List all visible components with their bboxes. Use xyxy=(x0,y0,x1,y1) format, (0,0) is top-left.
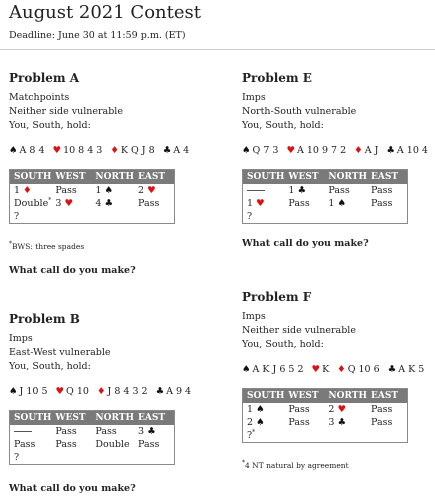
auction-header: NORTH xyxy=(91,411,134,426)
auction-call: Pass xyxy=(95,426,117,437)
hearts-holding: K xyxy=(322,364,330,375)
hearts-holding: 10 8 4 3 xyxy=(63,145,103,156)
suit-icon: ♣ xyxy=(147,426,156,437)
auction-call: 1 ♠ xyxy=(328,198,346,209)
auction-call xyxy=(134,210,175,224)
auction-header: EAST xyxy=(367,389,408,404)
diamond-icon: ♦ xyxy=(110,145,119,156)
vulnerability: Neither side vulnerable xyxy=(242,325,356,336)
page-title: August 2021 Contest xyxy=(9,2,201,23)
auction-header: WEST xyxy=(284,170,324,185)
auction-header: NORTH xyxy=(91,170,134,185)
auction-call: 4 ♣ xyxy=(95,198,113,209)
clubs-holding: A 4 xyxy=(173,145,190,156)
auction-header: NORTH xyxy=(324,170,367,185)
auction-row xyxy=(243,429,408,443)
auction-call xyxy=(367,429,408,443)
auction-table xyxy=(9,410,175,465)
holding-intro: You, South, hold: xyxy=(9,361,91,372)
hearts-holding: Q 10 xyxy=(66,386,89,397)
suit-icon: ♠ xyxy=(104,185,113,196)
auction-call: Pass xyxy=(55,439,77,450)
suit-icon: ♣ xyxy=(337,417,346,428)
auction-call: Pass xyxy=(370,404,393,415)
diamonds-holding: J 8 4 3 2 xyxy=(107,386,148,397)
auction-header-row xyxy=(243,389,408,404)
hand xyxy=(242,145,435,156)
diamond-icon: ♦ xyxy=(337,364,346,375)
diamond-icon: ♦ xyxy=(96,386,106,397)
auction-call: 1 ♠ xyxy=(247,404,265,415)
auction-call: Pass xyxy=(328,185,350,196)
question: What call do you make? xyxy=(9,265,136,276)
auction-call: Pass xyxy=(370,417,393,428)
problem-e xyxy=(242,71,435,249)
auction-header: SOUTH xyxy=(243,170,285,185)
scoring: Matchpoints xyxy=(9,92,70,103)
holding-intro: You, South, hold: xyxy=(242,120,324,131)
auction-call xyxy=(91,210,134,224)
hand xyxy=(9,145,209,156)
spade-icon: ♠ xyxy=(242,145,251,156)
auction-call xyxy=(51,210,91,224)
auction-call: Pass xyxy=(14,439,36,450)
vulnerability: North-South vulnerable xyxy=(242,106,357,117)
auction-header: NORTH xyxy=(324,389,367,404)
auction-table xyxy=(9,169,175,224)
auction-call: Pass xyxy=(288,198,310,209)
auction-header: WEST xyxy=(284,389,324,404)
auction-header: SOUTH xyxy=(243,389,285,404)
divider xyxy=(0,49,435,50)
deadline: Deadline: June 30 at 11:59 p.m. (ET) xyxy=(9,30,186,41)
auction-row xyxy=(243,210,408,224)
footnote: *BWS: three spades xyxy=(9,240,85,251)
auction-header: EAST xyxy=(134,170,175,185)
suit-icon: ♠ xyxy=(337,198,346,209)
scoring: Imps xyxy=(242,311,266,322)
auction-call xyxy=(91,451,134,465)
hearts-holding: A 10 9 7 2 xyxy=(296,145,347,156)
spades-holding: Q 7 3 xyxy=(252,145,279,156)
auction-header: SOUTH xyxy=(10,170,52,185)
no-call-dash xyxy=(14,431,32,432)
auction-call: 2 ♥ xyxy=(328,404,346,415)
auction-call xyxy=(324,429,367,443)
suit-icon: ♥ xyxy=(64,198,73,209)
auction-call: Pass xyxy=(137,439,160,450)
auction-call: Pass xyxy=(288,404,310,415)
auction-header: EAST xyxy=(134,411,175,426)
auction-header-row xyxy=(10,411,175,426)
auction-call: Double* xyxy=(14,196,52,209)
auction-call xyxy=(10,425,52,438)
auction-header: EAST xyxy=(367,170,408,185)
suit-icon: ♠ xyxy=(256,417,265,428)
auction-call: Pass xyxy=(55,426,77,437)
auction-call: Double xyxy=(95,439,130,450)
problem-f xyxy=(242,290,435,470)
problem-title: Problem B xyxy=(9,312,80,326)
auction-row xyxy=(10,438,175,451)
problem-title: Problem F xyxy=(242,290,312,304)
auction-header-row xyxy=(243,170,408,185)
auction-call xyxy=(134,451,175,465)
clubs-holding: A 9 4 xyxy=(166,386,192,397)
diamonds-holding: A J xyxy=(364,145,379,156)
auction-call: Pass xyxy=(370,198,393,209)
heart-icon: ♥ xyxy=(55,386,65,397)
spade-icon: ♠ xyxy=(9,145,18,156)
auction-call: 3 ♣ xyxy=(137,426,156,437)
auction-row xyxy=(10,210,175,224)
problem-title: Problem A xyxy=(9,71,80,85)
footnote: *4 NT natural by agreement xyxy=(242,459,349,470)
club-icon: ♣ xyxy=(155,386,165,397)
spade-icon: ♠ xyxy=(9,386,18,397)
club-icon: ♣ xyxy=(162,145,172,156)
auction-call: 2 ♠ xyxy=(247,417,265,428)
auction-table xyxy=(242,388,408,443)
spades-holding: A 8 4 xyxy=(19,145,45,156)
heart-icon: ♥ xyxy=(286,145,295,156)
auction-row xyxy=(243,416,408,429)
auction-row xyxy=(243,403,408,416)
vulnerability: East-West vulnerable xyxy=(9,347,111,358)
problem-a xyxy=(9,71,209,276)
problem-b xyxy=(9,312,209,494)
auction-call: 1 ♦ xyxy=(14,185,32,196)
auction-call: 3 ♣ xyxy=(328,417,346,428)
club-icon: ♣ xyxy=(386,145,395,156)
club-icon: ♣ xyxy=(387,364,397,375)
heart-icon: ♥ xyxy=(52,145,62,156)
suit-icon: ♥ xyxy=(147,185,156,196)
vulnerability: Neither side vulnerable xyxy=(9,106,123,117)
auction-call: 1 ♠ xyxy=(95,185,113,196)
suit-icon: ♦ xyxy=(23,185,32,196)
auction-header: WEST xyxy=(51,170,91,185)
auction-call: 1 ♣ xyxy=(288,185,306,196)
question: What call do you make? xyxy=(9,483,136,494)
heart-icon: ♥ xyxy=(311,364,321,375)
auction-row xyxy=(10,184,175,197)
auction-call: ?* xyxy=(247,428,256,441)
auction-call: Pass xyxy=(55,185,77,196)
suit-icon: ♣ xyxy=(297,185,306,196)
spades-holding: J 10 5 xyxy=(19,386,48,397)
auction-call: Pass xyxy=(137,198,160,209)
clubs-holding: A K 5 xyxy=(398,364,425,375)
suit-icon: ♠ xyxy=(256,404,265,415)
problem-title: Problem E xyxy=(242,71,312,85)
suit-icon: ♣ xyxy=(104,198,113,209)
auction-call xyxy=(284,429,324,443)
holding-intro: You, South, hold: xyxy=(9,120,91,131)
auction-table xyxy=(242,169,408,224)
auction-row xyxy=(10,425,175,438)
auction-call: 2 ♥ xyxy=(137,185,156,196)
auction-call xyxy=(284,210,324,224)
auction-header-row xyxy=(10,170,175,185)
auction-call xyxy=(51,451,91,465)
auction-call xyxy=(324,210,367,224)
spade-icon: ♠ xyxy=(242,364,251,375)
clubs-holding: A 10 4 xyxy=(396,145,428,156)
auction-call xyxy=(243,184,285,197)
auction-call: ? xyxy=(14,211,20,222)
auction-call: 1 ♥ xyxy=(247,198,265,209)
question: What call do you make? xyxy=(242,238,369,249)
auction-row xyxy=(10,451,175,465)
spades-holding: A K J 6 5 2 xyxy=(252,364,304,375)
holding-intro: You, South, hold: xyxy=(242,339,324,350)
scoring: Imps xyxy=(242,92,266,103)
suit-icon: ♥ xyxy=(337,404,346,415)
diamond-icon: ♦ xyxy=(354,145,363,156)
auction-call: Pass xyxy=(370,185,393,196)
auction-header: WEST xyxy=(51,411,91,426)
auction-row xyxy=(10,197,175,210)
auction-header: SOUTH xyxy=(10,411,52,426)
auction-call: ? xyxy=(247,211,253,222)
hand xyxy=(9,386,209,397)
auction-row xyxy=(243,197,408,210)
auction-call: ? xyxy=(14,452,20,463)
diamonds-holding: Q 10 6 xyxy=(347,364,380,375)
auction-call: 3 ♥ xyxy=(55,198,73,209)
hand xyxy=(242,364,435,375)
scoring: Imps xyxy=(9,333,33,344)
auction-row xyxy=(243,184,408,197)
auction-call: Pass xyxy=(288,417,310,428)
suit-icon: ♥ xyxy=(256,198,265,209)
diamonds-holding: K Q J 8 xyxy=(120,145,155,156)
auction-call xyxy=(367,210,408,224)
no-call-dash xyxy=(247,190,265,191)
